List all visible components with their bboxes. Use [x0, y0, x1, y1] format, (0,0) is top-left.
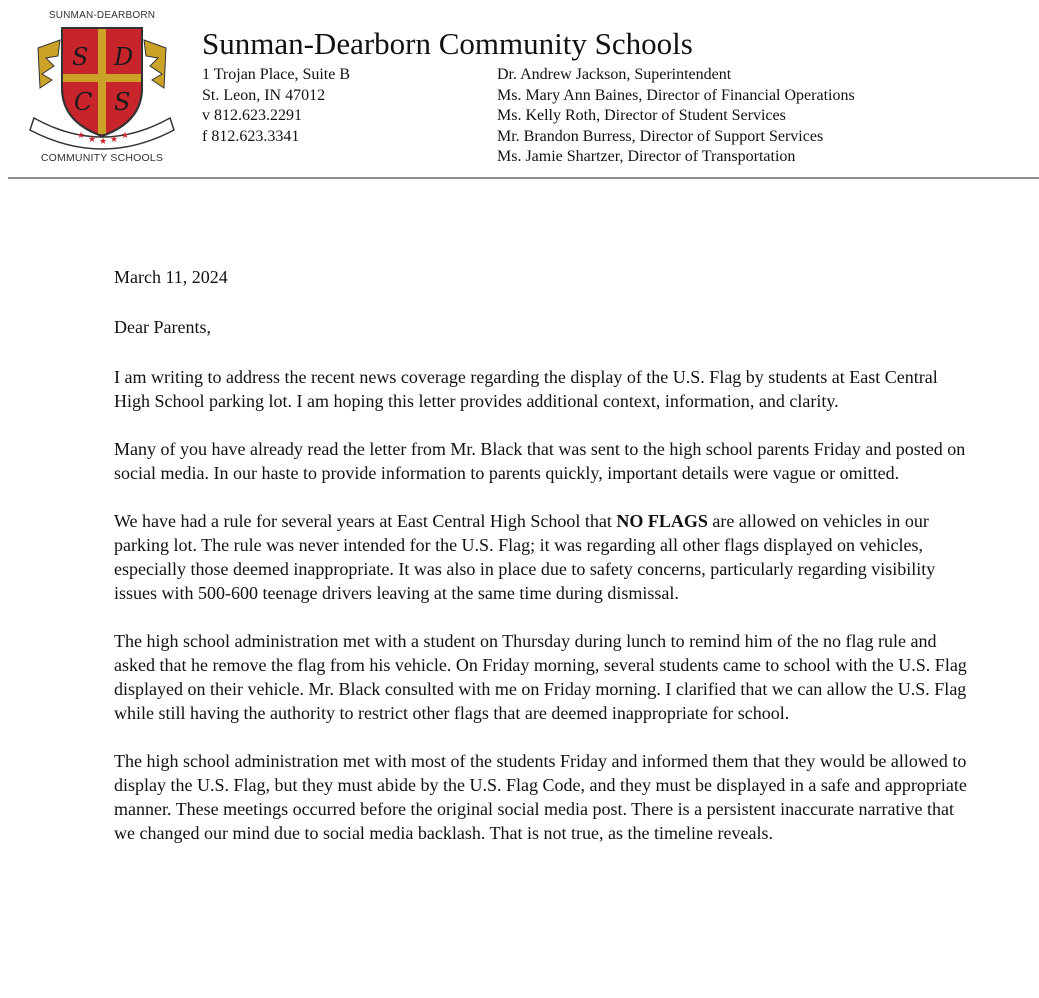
letter-paragraph-2: Many of you have already read the letter from Mr. Black that was sent to the high school parents Friday and posted on social media. In our haste to provide information to parents quickly, important details were vague or omitted. [114, 439, 966, 483]
letter-date: March 11, 2024 [114, 267, 228, 287]
star-icon: ★ [121, 131, 130, 141]
letter-paragraph-3 [114, 509, 974, 605]
logo-bottom-text: COMMUNITY SCHOOLS [40, 152, 164, 164]
star-icon: ★ [110, 135, 119, 145]
letter-body [114, 265, 974, 869]
contact-block [202, 65, 350, 147]
header-divider [8, 177, 1039, 179]
school-logo [28, 10, 176, 168]
logo-top-text: SUNMAN-DEARBORN [48, 10, 156, 21]
paragraph-3-text-start: We have had a rule for several years at East Central High School that [114, 511, 617, 531]
staff-list [497, 65, 855, 168]
address-line-1: 1 Trojan Place, Suite B [202, 66, 351, 83]
star-icon: ★ [99, 137, 108, 147]
letter-paragraph-1: I am writing to address the recent news coverage regarding the display of the U.S. Flag by students at East Central High School parking lot. I am hoping this letter provides additional context, information, and clarity. [114, 367, 938, 411]
address-line-2: St. Leon, IN 47012 [202, 86, 326, 104]
logo-letter: S [114, 88, 131, 116]
staff-item: Ms. Kelly Roth, Director of Student Services [497, 107, 786, 124]
letter-salutation: Dear Parents, [114, 317, 211, 337]
staff-item: Dr. Andrew Jackson, Superintendent [497, 66, 732, 83]
star-icon: ★ [88, 135, 97, 145]
paragraph-3-text-end: are allowed on vehicles in our parking lot. The rule was never intended for the U.S. Flag; it was regarding all other flags displayed on vehicles, especially those deemed inappropriate. It was also in place due to safety concerns, particularly regarding visibility issues with 500-600 teenage drivers leaving at the same time during dismissal. [114, 511, 936, 603]
logo-letter: S [72, 43, 89, 71]
staff-item: Ms. Mary Ann Baines, Director of Financial Operations [497, 86, 855, 104]
staff-item: Mr. Brandon Burress, Director of Support Services [497, 127, 824, 145]
letter-paragraph-4: The high school administration met with a student on Thursday during lunch to remind him of the no flag rule and asked that he remove the flag from his vehicle. On Friday morning, several students came to school with the U.S. Flag displayed on their vehicle. Mr. Black consulted with me on Friday morning. I clarified that we can allow the U.S. Flag while still having the authority to restrict other flags that are deemed inappropriate for school. [114, 631, 967, 723]
logo-letter: C [74, 88, 93, 116]
letter-paragraph-5: The high school administration met with most of the students Friday and informed them that they would be allowed to display the U.S. Flag, but they must abide by the U.S. Flag Code, and they must be displayed in a safe and appropriate manner. These meetings occurred before the original social media post. There is a persistent inaccurate narrative that we changed our mind due to social media backlash. That is not true, as the timeline reveals. [114, 751, 967, 843]
no-flags-emphasis: NO FLAGS [616, 511, 708, 531]
organization-name: Sunman-Dearborn Community Schools [202, 26, 693, 61]
logo-letter: D [114, 43, 134, 71]
shield-crest-icon [28, 18, 176, 154]
phone-number: v 812.623.2291 [202, 107, 302, 124]
star-icon: ★ [77, 131, 86, 141]
staff-item: Ms. Jamie Shartzer, Director of Transportation [497, 148, 796, 165]
fax-number: f 812.623.3341 [202, 127, 300, 145]
